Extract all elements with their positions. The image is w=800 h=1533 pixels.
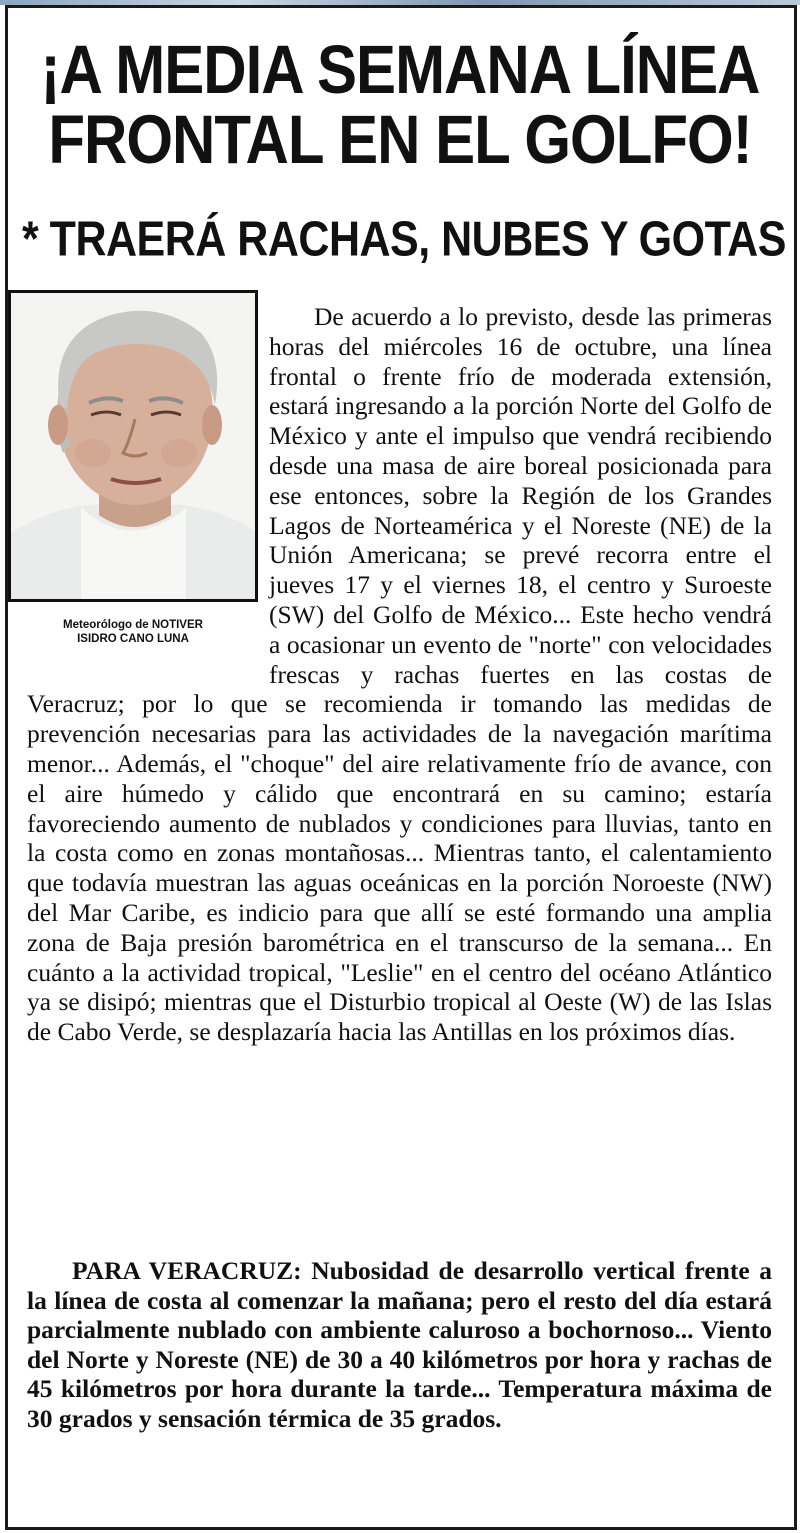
- photo-wrap-space: [27, 302, 269, 672]
- caption-line-1: Meteorólogo de NOTIVER: [63, 619, 203, 631]
- subheadline: * TRAERÁ RACHAS, NUBES Y GOTAS: [22, 212, 786, 268]
- headline-line-1: ¡A MEDIA SEMANA LÍNEA: [40, 30, 760, 108]
- article-paragraph-2: [27, 1256, 772, 1433]
- article-paragraph-2-text: PARA VERACRUZ: Nubosidad de desarrollo vertical frente a la línea de costa al comenzar la mañana; pero el resto del día estará parcialmente nublado con ambiente caluroso a bochornoso... Viento del Norte y Noreste (NE) de 30 a 40 kilómetros por hora y rachas de 45 kilómetros por hora durante la tarde... Temperatura máxima de 30 grados y sensación térmica de 35 grados.: [27, 1256, 772, 1433]
- headline-line-2: FRONTAL EN EL GOLFO!: [48, 100, 752, 178]
- caption-line-2: ISIDRO CANO LUNA: [77, 633, 189, 645]
- article-body: [27, 302, 772, 1047]
- article-paragraph-1-text: De acuerdo a lo previsto, desde las primeras horas del miércoles 16 de octubre, una línea frontal o frente frío de moderada extensión, estará ingresando a la porción Norte del Golfo de México y ante el impulso que vendrá recibiendo desde una masa de aire boreal posicionada para ese entonces, sobre la Región de los Grandes Lagos de Norteamérica y el Noreste (NE) de la Unión Americana; se prevé recorra entre el jueves 17 y el viernes 18, el centro y Suroeste (SW) del Golfo de México... Este hecho vendrá a ocasionar un evento de "norte" con velocidades frescas y rachas fuertes en las costas de Veracruz; por lo que se recomienda ir tomando las medidas de prevención necesarias para las actividades de la navegación marítima menor... Además, el "choque" del aire relativamente frío de avance, con el aire húmedo y cálido que encontrará en su camino; estaría favoreciendo aumento de nublados y condiciones para lluvias, tanto en la costa como en zonas montañosas... Mientras tanto, el calentamiento que todavía muestran las aguas oceánicas en la porción Noroeste (NW) del Mar Caribe, es indicio para que allí se esté formando una amplia zona de Baja presión barométrica en el transcurso de la semana... En cuánto a la actividad tropical, "Leslie" en el centro del océano Atlántico ya se disipó; mientras que el Disturbio tropical al Oeste (W) de las Islas de Cabo Verde, se desplazaría hacia las Antillas en los próximos días.: [27, 302, 772, 1047]
